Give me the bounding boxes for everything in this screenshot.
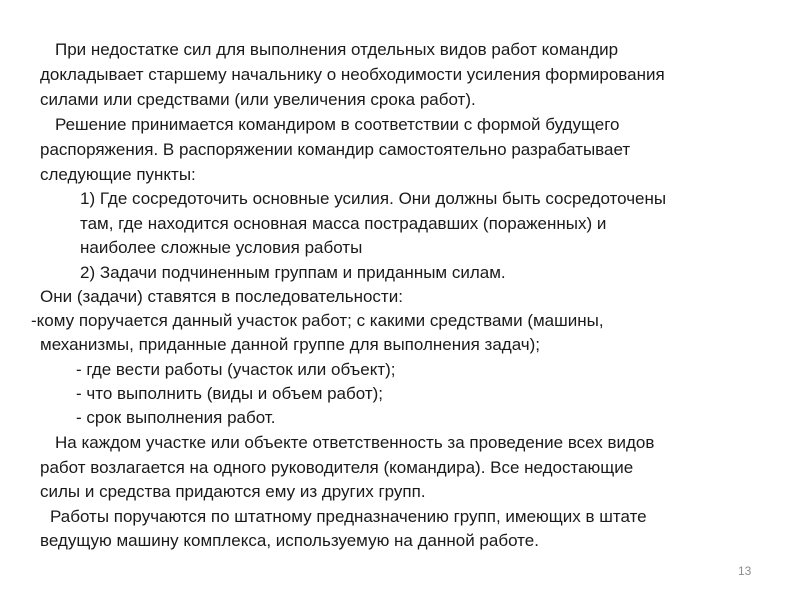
text-line: - где вести работы (участок или объект);: [76, 360, 396, 379]
page-number: 13: [738, 564, 752, 578]
text-line: Они (задачи) ставятся в последовательности:: [40, 287, 403, 306]
text-line: силами или средствами (или увеличения срока работ).: [40, 90, 476, 109]
text-line: докладывает старшему начальнику о необходимости усиления формирования: [40, 65, 665, 84]
text-line: силы и средства придаются ему из других групп.: [40, 482, 426, 501]
text-line: ведущую машину комплекса, используемую на данной работе.: [40, 531, 539, 550]
text-line: При недостатке сил для выполнения отдельных видов работ командир: [55, 40, 619, 59]
text-line: 1) Где сосредоточить основные усилия. Они должны быть сосредоточены: [80, 189, 667, 208]
text-line: распоряжения. В распоряжении командир самостоятельно разрабатывает: [40, 140, 631, 159]
text-line: там, где находится основная масса пострадавших (пораженных) и: [80, 214, 607, 233]
text-line: -кому поручается данный участок работ; с какими средствами (машины,: [31, 311, 604, 330]
text-line: Решение принимается командиром в соответствии с формой будущего: [55, 115, 620, 134]
text-line: Работы поручаются по штатному предназначению групп, имеющих в штате: [50, 507, 647, 526]
text-line: - что выполнить (виды и объем работ);: [76, 384, 384, 403]
text-line: - срок выполнения работ.: [76, 408, 276, 427]
text-line: На каждом участке или объекте ответственность за проведение всех видов: [55, 433, 655, 452]
text-line: механизмы, приданные данной группе для выполнения задач);: [40, 335, 541, 354]
text-line: наиболее сложные условия работы: [80, 238, 363, 257]
text-line: работ возлагается на одного руководителя (командира). Все недостающие: [40, 458, 634, 477]
text-line: 2) Задачи подчиненным группам и приданным силам.: [80, 263, 506, 282]
text-line: следующие пункты:: [40, 165, 196, 184]
